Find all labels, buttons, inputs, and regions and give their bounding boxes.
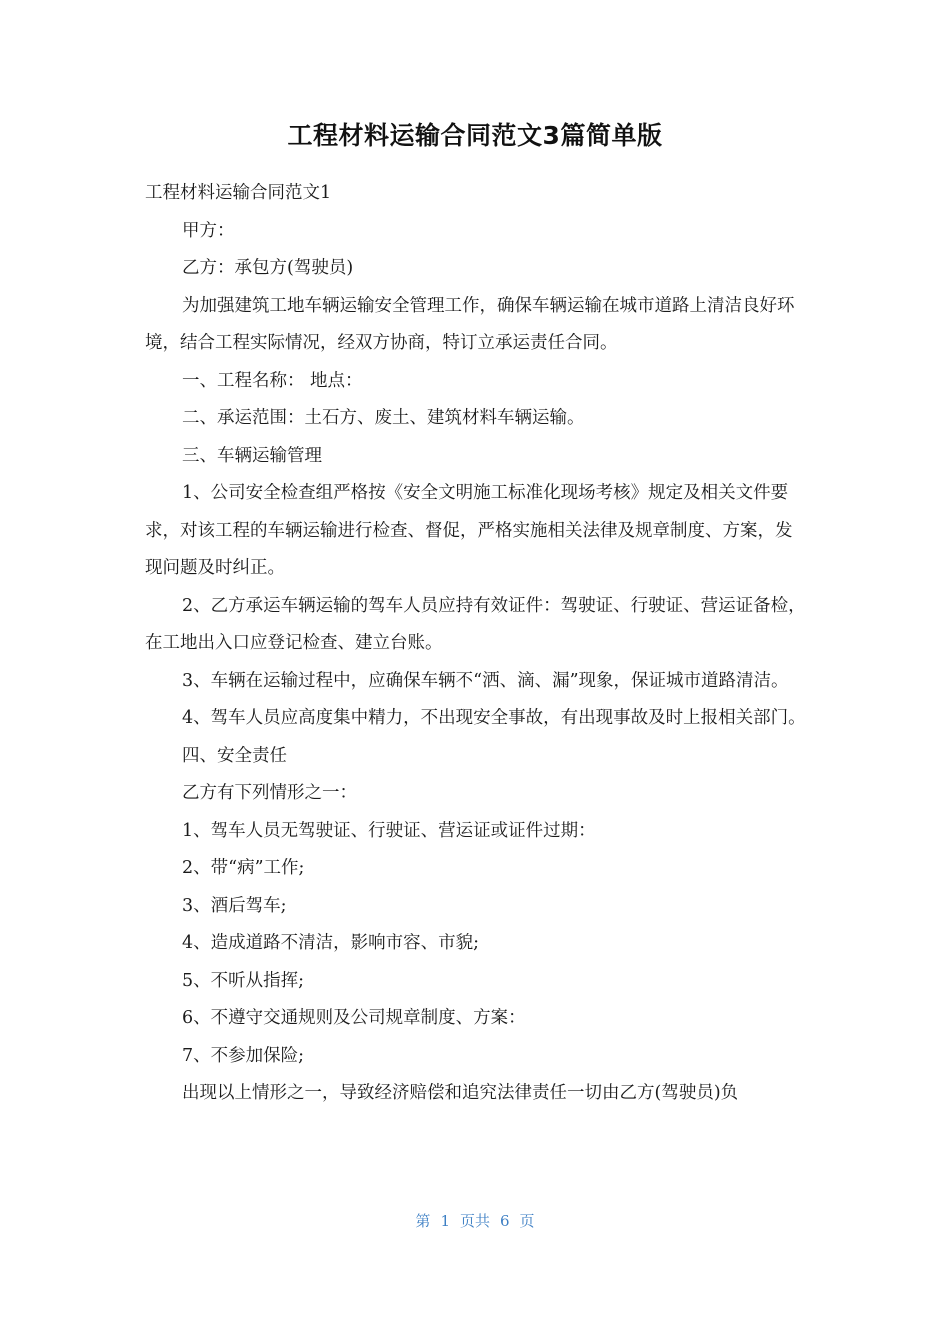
paragraph: 2、带“病”工作;	[182, 858, 305, 878]
footer-current-page: 1	[440, 1212, 450, 1230]
paragraph: 甲方：	[182, 220, 235, 241]
paragraph: 5、不听从指挥;	[182, 970, 305, 991]
footer-suffix: 页	[519, 1212, 535, 1230]
paragraph: 7、不参加保险;	[182, 1045, 305, 1066]
paragraph: 4、造成道路不清洁，影响市容、市貌;	[182, 933, 480, 953]
document-title: 工程材料运输合同范文3篇简单版	[287, 121, 663, 150]
paragraph: 1、公司安全检查组严格按《安全文明施工标准化现场考核》规定及相关文件要求，对该工程的车辆运输进行检查、督促，严格实施相关法律及规章制度、方案，发现问题及时纠正。	[145, 483, 793, 578]
paragraph: 工程材料运输合同范文1	[145, 183, 332, 203]
footer-middle: 页共	[459, 1212, 490, 1230]
paragraph: 乙方有下列情形之一：	[182, 783, 357, 803]
paragraph: 乙方：承包方(驾驶员)	[182, 258, 354, 278]
paragraph: 三、车辆运输管理	[182, 445, 322, 466]
paragraph: 6、不遵守交通规则及公司规章制度、方案：	[182, 1008, 526, 1028]
paragraph: 一、工程名称： 地点：	[182, 370, 363, 391]
paragraph: 1、驾车人员无驾驶证、行驶证、营运证或证件过期：	[182, 820, 596, 841]
paragraph: 为加强建筑工地车辆运输安全管理工作，确保车辆运输在城市道路上清洁良好环境，结合工程实际情况，经双方协商，特订立承运责任合同。	[145, 295, 795, 353]
paragraph: 二、承运范围：土石方、废土、建筑材料车辆运输。	[182, 408, 585, 428]
paragraph: 4、驾车人员应高度集中精力，不出现安全事故，有出现事故及时上报相关部门。	[182, 708, 806, 728]
document-body	[145, 175, 807, 1113]
footer-total-pages: 6	[500, 1212, 510, 1230]
paragraph: 四、安全责任	[182, 745, 287, 766]
paragraph: 出现以上情形之一，导致经济赔偿和追究法律责任一切由乙方(驾驶员)负	[182, 1083, 739, 1103]
page-footer	[0, 1210, 950, 1231]
footer-prefix: 第	[415, 1212, 431, 1230]
paragraph: 3、酒后驾车;	[182, 895, 287, 916]
paragraph: 2、乙方承运车辆运输的驾车人员应持有效证件：驾驶证、行驶证、营运证备检，在工地出入口应登记检查、建立台账。	[145, 595, 806, 653]
paragraph: 3、车辆在运输过程中，应确保车辆不“洒、滴、漏”现象，保证城市道路清洁。	[182, 670, 789, 691]
